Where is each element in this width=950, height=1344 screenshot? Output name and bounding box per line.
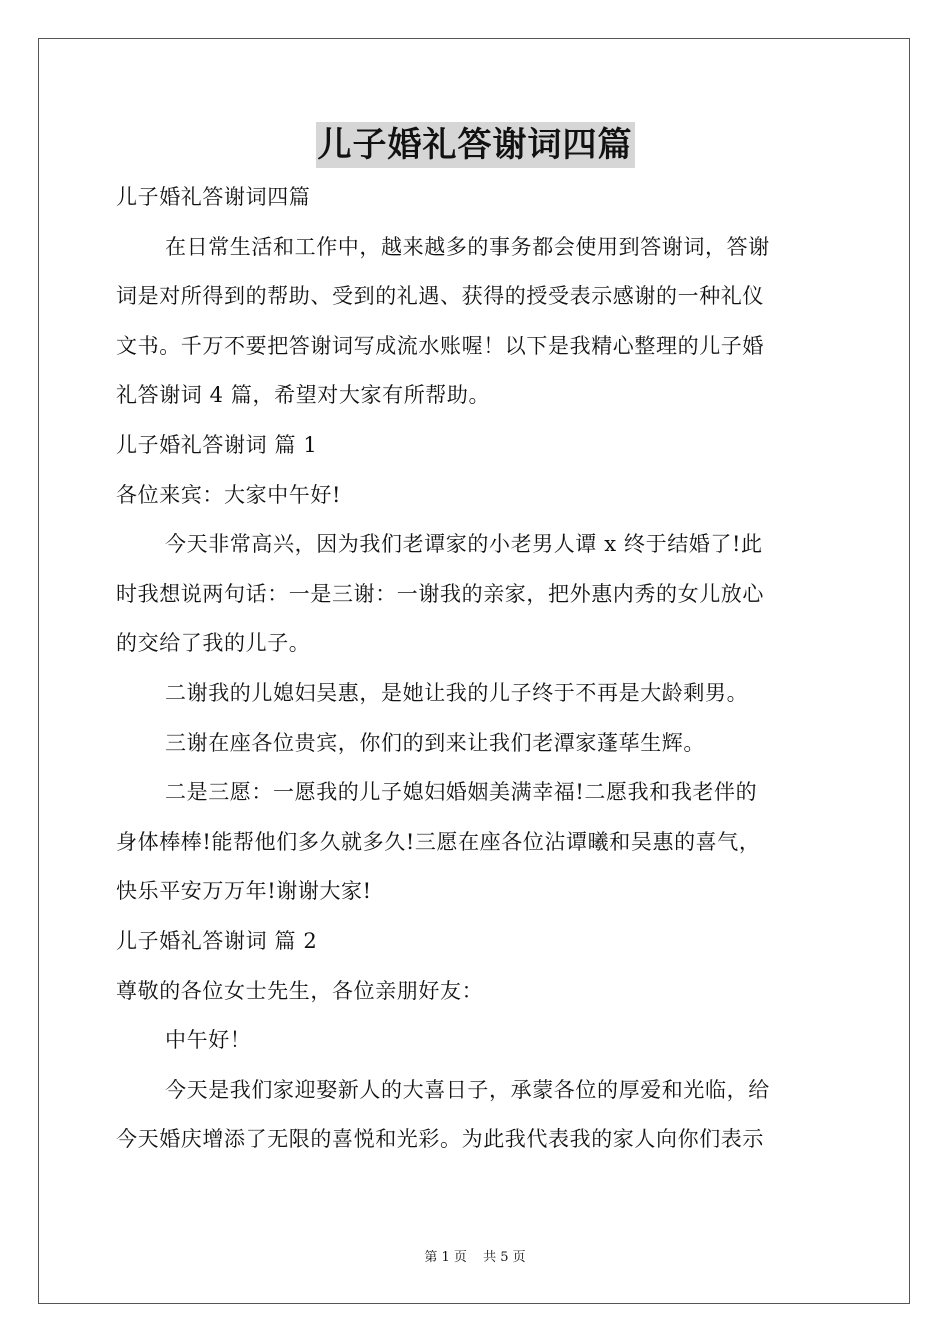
text-line: 词是对所得到的帮助、受到的礼遇、获得的授受表示感谢的一种礼仪	[116, 284, 764, 309]
text-line: 儿子婚礼答谢词四篇	[116, 185, 311, 209]
text-line: 的交给了我的儿子。	[116, 631, 311, 656]
text-line: 各位来宾：大家中午好!	[116, 482, 342, 507]
page-total: 共 5 页	[483, 1250, 526, 1265]
text-line: 今天婚庆增添了无限的喜悦和光彩。为此我代表我的家人向你们表示	[116, 1127, 764, 1152]
page-number: 第 1 页	[424, 1250, 467, 1265]
text-line: 三谢在座各位贵宾，你们的到来让我们老潭家蓬荜生辉。	[165, 730, 705, 755]
text-line: 时我想说两句话：一是三谢：一谢我的亲家，把外惠内秀的女儿放心	[116, 581, 764, 606]
text-line: 儿子婚礼答谢词 篇 1	[116, 432, 318, 457]
text-line: 身体棒棒!能帮他们多久就多久!三愿在座各位沾谭曦和吴惠的喜气，	[116, 829, 761, 854]
document-body	[116, 173, 836, 1165]
text-line: 快乐平安万万年!谢谢大家!	[116, 879, 372, 904]
text-line: 尊敬的各位女士先生，各位亲朋好友：	[116, 978, 484, 1003]
text-line: 今天非常高兴，因为我们老谭家的小老男人谭 x 终于结婚了!此	[165, 532, 763, 557]
text-line: 在日常生活和工作中，越来越多的事务都会使用到答谢词，答谢	[165, 234, 770, 259]
document-title: 儿子婚礼答谢词四篇	[316, 122, 635, 168]
text-line: 儿子婚礼答谢词 篇 2	[116, 928, 318, 953]
text-line: 二是三愿：一愿我的儿子媳妇婚姻美满幸福!二愿我和我老伴的	[165, 780, 758, 805]
text-line: 二谢我的儿媳妇吴惠，是她让我的儿子终于不再是大龄剩男。	[165, 680, 749, 705]
text-line: 礼答谢词 4 篇，希望对大家有所帮助。	[116, 383, 491, 408]
text-line: 今天是我们家迎娶新人的大喜日子，承蒙各位的厚爱和光临，给	[165, 1077, 770, 1102]
title-container	[0, 122, 950, 168]
text-line: 中午好！	[165, 1028, 252, 1053]
text-line: 文书。千万不要把答谢词写成流水账喔！以下是我精心整理的儿子婚	[116, 333, 764, 358]
page-footer	[0, 1246, 950, 1265]
